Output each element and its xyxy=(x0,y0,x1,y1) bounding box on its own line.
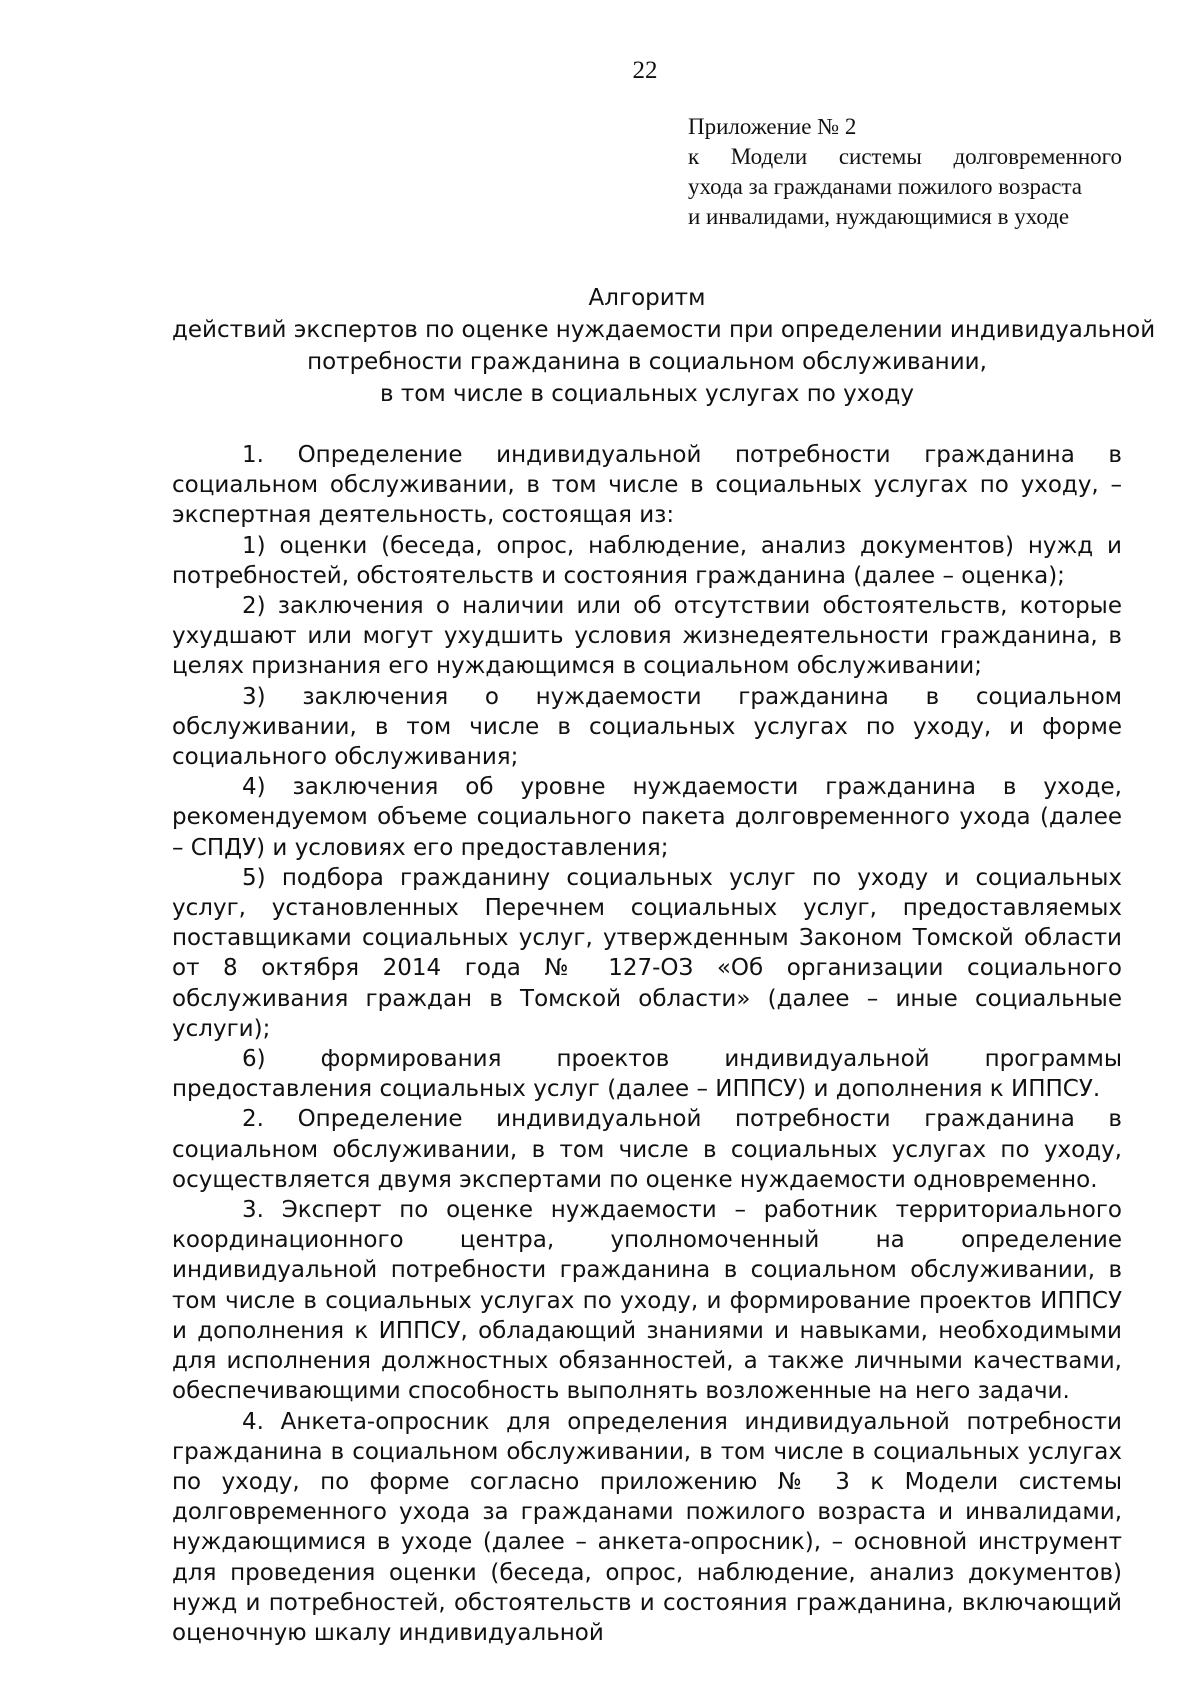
page-number: 22 xyxy=(632,57,658,84)
paragraph-1-item-1: 1) оценки (беседа, опрос, наблюдение, анализ документов) нужд и потребностей, обстоятельств и состояния гражданина (далее – оценка); xyxy=(172,532,1122,589)
paragraph-1-item-4: 4) заключения об уровне нуждаемости гражданина в уходе, рекомендуемом объеме социального пакета долговременного ухода (далее – СПДУ) и условиях его предоставления; xyxy=(172,774,1122,861)
paragraph-1-item-6: 6) формирования проектов индивидуальной программы предоставления социальных услуг (далее – ИППСУ) и дополнения к ИППСУ. xyxy=(172,1046,1122,1103)
title-line-3: в том числе в социальных услугах по уходу xyxy=(380,381,914,407)
paragraph-1-item-2: 2) заключения о наличии или об отсутствии обстоятельств, которые ухудшают или могут ухудшить условия жизнедеятельности гражданина, в целях признания его нуждающимся в социальном обслуживании; xyxy=(172,593,1122,680)
paragraph-3: 3. Эксперт по оценке нуждаемости – работник территориального координационного центра, уполномоченный на определение индивидуальной потребности гражданина в социальном обслуживании, в том числе в социальных услугах по уходу, и формирование проектов ИППСУ и дополнения к ИППСУ, обладающий знаниями и навыками, необходимыми для исполнения должностных обязанностей, а также личными качествами, обеспечивающими способность выполнять возложенные на него задачи. xyxy=(172,1197,1122,1405)
appendix-header xyxy=(688,112,1122,232)
appendix-line-2: к Модели системы долговременного xyxy=(688,144,1122,169)
paragraph-1-item-5: 5) подбора гражданину социальных услуг по уходу и социальных услуг, установленных Перечнем социальных услуг, предоставляемых поставщиками социальных услуг, утвержденным Законом Томской области от 8 октября 2014 года № 127-ОЗ «Об организации социального обслуживания граждан в Томской области» (далее – иные социальные услуги); xyxy=(172,864,1122,1042)
title-heading: Алгоритм xyxy=(588,285,706,311)
appendix-line-4: и инвалидами, нуждающимися в уходе xyxy=(688,204,1070,229)
appendix-line-1: Приложение № 2 xyxy=(688,114,857,139)
title-line-2: потребности гражданина в социальном обслуживании, xyxy=(307,349,987,375)
paragraph-1: 1. Определение индивидуальной потребности гражданина в социальном обслуживании, в том числе в социальных услугах по уходу, – экспертная деятельность, состоящая из: xyxy=(172,442,1122,529)
title-line-1: действий экспертов по оценке нуждаемости при определении индивидуальной xyxy=(172,317,1156,343)
paragraph-1-item-3: 3) заключения о нуждаемости гражданина в социальном обслуживании, в том числе в социальных услугах по уходу, и форме социального обслуживания; xyxy=(172,683,1122,771)
paragraph-4: 4. Анкета-опросник для определения индивидуальной потребности гражданина в социальном обслуживании, в том числе в социальных услугах по уходу, по форме согласно приложению № 3 к Модели системы долговременного ухода за гражданами пожилого возраста и инвалидами, нуждающимися в уходе (далее – анкета-опросник), – основной инструмент для проведения оценки (беседа, опрос, наблюдение, анализ документов) нужд и потребностей, обстоятельств и состояния гражданина, включающий оценочную шкалу индивидуальной xyxy=(172,1408,1122,1646)
appendix-line-3: ухода за гражданами пожилого возраста xyxy=(688,174,1083,199)
document-title xyxy=(172,282,1156,410)
paragraph-2: 2. Определение индивидуальной потребности гражданина в социальном обслуживании, в том числе в социальных услугах по уходу, осуществляется двумя экспертами по оценке нуждаемости одновременно. xyxy=(172,1106,1122,1193)
document-body xyxy=(172,440,1122,1648)
